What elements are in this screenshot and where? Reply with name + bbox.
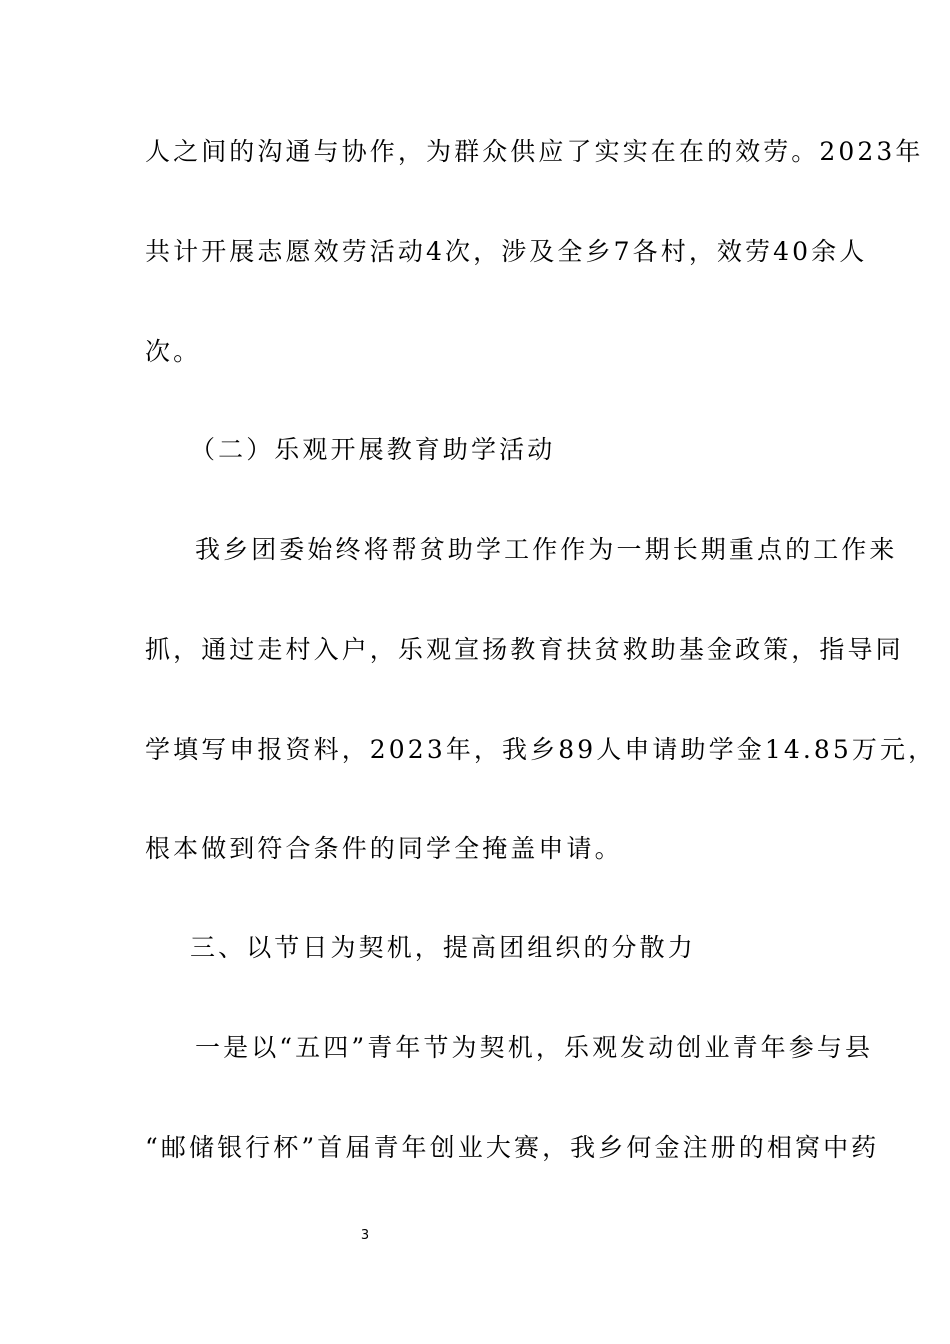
paragraph-line-8: 根本做到符合条件的同学全掩盖申请。	[145, 834, 623, 863]
paragraph-line-5: 我乡团委始终将帮贫助学工作作为一期长期重点的工作来	[195, 535, 898, 564]
paragraph-line-6: 抓，通过走村入户，乐观宣扬教育扶贫救助基金政策，指导同	[145, 635, 904, 664]
paragraph-line-11: “邮储银行杯”首届青年创业大赛，我乡何金注册的相窝中药	[145, 1133, 880, 1162]
section-heading-festivals: 三、以节日为契机，提高团组织的分散力	[190, 933, 696, 962]
paragraph-line-1: 人之间的沟通与协作，为群众供应了实实在在的效劳。2023年	[145, 137, 924, 166]
paragraph-line-3: 次。	[145, 337, 202, 366]
page-number: 3	[360, 1228, 370, 1243]
paragraph-line-10: 一是以“五四”青年节为契机，乐观发动创业青年参与县	[195, 1033, 874, 1062]
paragraph-line-2: 共计开展志愿效劳活动4次，涉及全乡7各村，效劳40余人	[145, 237, 868, 266]
paragraph-line-7: 学填写申报资料，2023年，我乡89人申请助学金14.85万元，	[145, 735, 937, 764]
section-heading-education-aid: （二）乐观开展教育助学活动	[190, 435, 556, 464]
